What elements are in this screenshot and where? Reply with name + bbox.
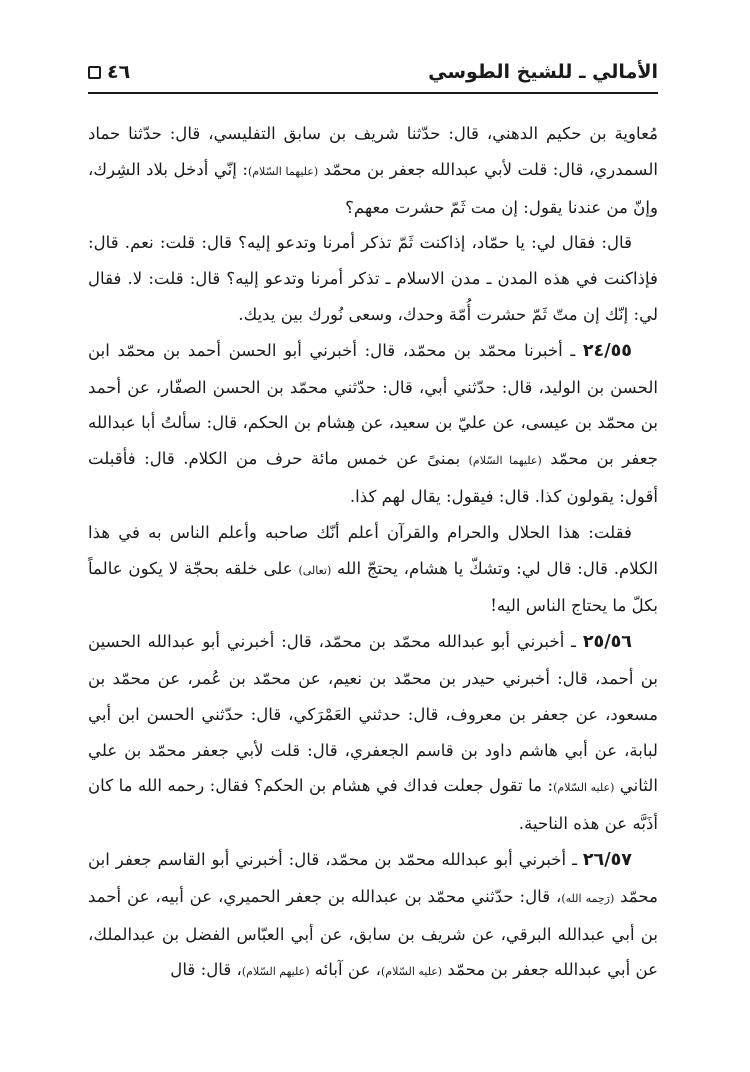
hadith-number: ٢٥/٥٦ <box>582 632 632 653</box>
text-segment: ـ أخبرني أبو عبدالله محمّد بن محمّد، قال: أخبرني أبو القاسم جعفر ابن محمّد <box>88 849 658 906</box>
square-icon <box>88 66 101 79</box>
honorific: (عليه السّلام) <box>381 965 443 979</box>
honorific: (عليه السّلام) <box>553 781 615 795</box>
book-title: الأمالي ـ للشيخ الطوسي <box>428 61 658 83</box>
text-segment: فقلت: هذا الحلال والحرام والقرآن أعلم أنّك صاحبه وأعلم الناس به في هذا الكلام. قال: قال لي: وتشكّ يا هشام، يحتجّ الله <box>88 522 658 578</box>
text-segment: بمنىً عن خمس مائة حرف من الكلام. قال: فأقبلت أقول: يقولون كذا. قال: فيقول: يقال لهم كذا. <box>88 449 658 506</box>
hadith-number: ٢٦/٥٧ <box>582 849 632 870</box>
page-header <box>88 58 658 98</box>
honorific: (تعالى) <box>298 563 332 577</box>
text-segment: قال: فقال لي: يا حمّاد، إذاكنت ثَمّ تذكر أمرنا وتدعو إليه؟ قال: قلت: نعم. قال: فإذاكنت في هذه المدن ـ مدن الاسلام ـ تذكر أمرنا وتدعو إليه؟ قال: قلت: لا. فقال لي: إنّك إن متّ ثَمّ حشرت أُمّة وحدك، وسعى نُورك بين يديك. <box>88 233 658 324</box>
text-segment: ، قال: حدّثني محمّد بن عبدالله بن جعفر الحميري، عن أبيه، عن أحمد بن أبي عبدالله البرقي، عن شريف بن سابق، عن أبي العبّاس الفضل بن عبدالملك، عن أبي عبدالله جعفر بن محمّد <box>88 886 658 980</box>
main-text <box>88 116 658 990</box>
paragraph-3 <box>88 333 658 515</box>
honorific: (عليهما السّلام) <box>247 164 319 178</box>
paragraph-5 <box>88 624 658 842</box>
paragraph-2 <box>88 225 658 332</box>
text-segment: ، قال: قال <box>170 960 242 980</box>
text-segment: على خلقه بحجّة لا يكون عالماً بكلّ ما يحتاج الناس اليه! <box>88 558 658 616</box>
text-segment: ، عن آبائه <box>309 960 381 980</box>
text-segment: ـ أخبرنا محمّد بن محمّد، قال: أخبرني أبو الحسن أحمد بن محمّد ابن الحسن بن الوليد، قال: حدّثني أبي، قال: حدّثني محمّد بن الحسن الصفّار، عن أحمد بن محمّد بن عيسى، عن عليّ بن سعيد، عن هِشام بن الحكم، قال: سألتُ أبا عبدالله جعفر بن محمّد <box>88 340 658 469</box>
text-segment: : إنّي أدخل بلاد الشِرك، وإنّ من عندنا يقول: إن مت ثَمّ حشرت معهم؟ <box>88 159 658 217</box>
honorific: (عليهم السّلام) <box>241 965 310 979</box>
text-segment: : ما تقول جعلت فداك في هشام بن الحكم؟ فقال: رحمه الله ما كان أذَبَّه عن هذه الناحية. <box>88 776 658 834</box>
honorific: (عليهما السّلام) <box>468 454 542 468</box>
hadith-number: ٢٤/٥٥ <box>582 340 632 361</box>
honorific: (رَحِمه الله) <box>561 891 615 905</box>
text-segment: مُعاوية بن حكيم الدهني، قال: حدّثنا شريف بن سابق التفليسي، قال: حدّثنا حماد السمدري، قال: قلت لأبي عبدالله جعفر بن محمّد <box>88 124 658 179</box>
header-divider <box>88 92 658 94</box>
paragraph-4 <box>88 515 658 624</box>
paragraph-1 <box>88 116 658 225</box>
text-segment: ـ أخبرني أبو عبدالله محمّد بن محمّد، قال: أخبرني أبو عبدالله الحسين بن أحمد، قال: أخبرني حيدر بن محمّد بن نعيم، عن محمّد بن عُمر، عن محمّد بن مسعود، عن جعفر بن معروف، قال: حدثني العَمْرَكي، قال: حدّثني الحسن ابن أبي لبابة، عن أبي هاشم داود بن قاسم الجعفري، قال: قلت لأبي جعفر محمّد بن علي الثاني <box>88 632 658 796</box>
page-number: ٤٦ <box>107 61 131 83</box>
page-number-group <box>88 58 130 86</box>
paragraph-6 <box>88 842 658 990</box>
